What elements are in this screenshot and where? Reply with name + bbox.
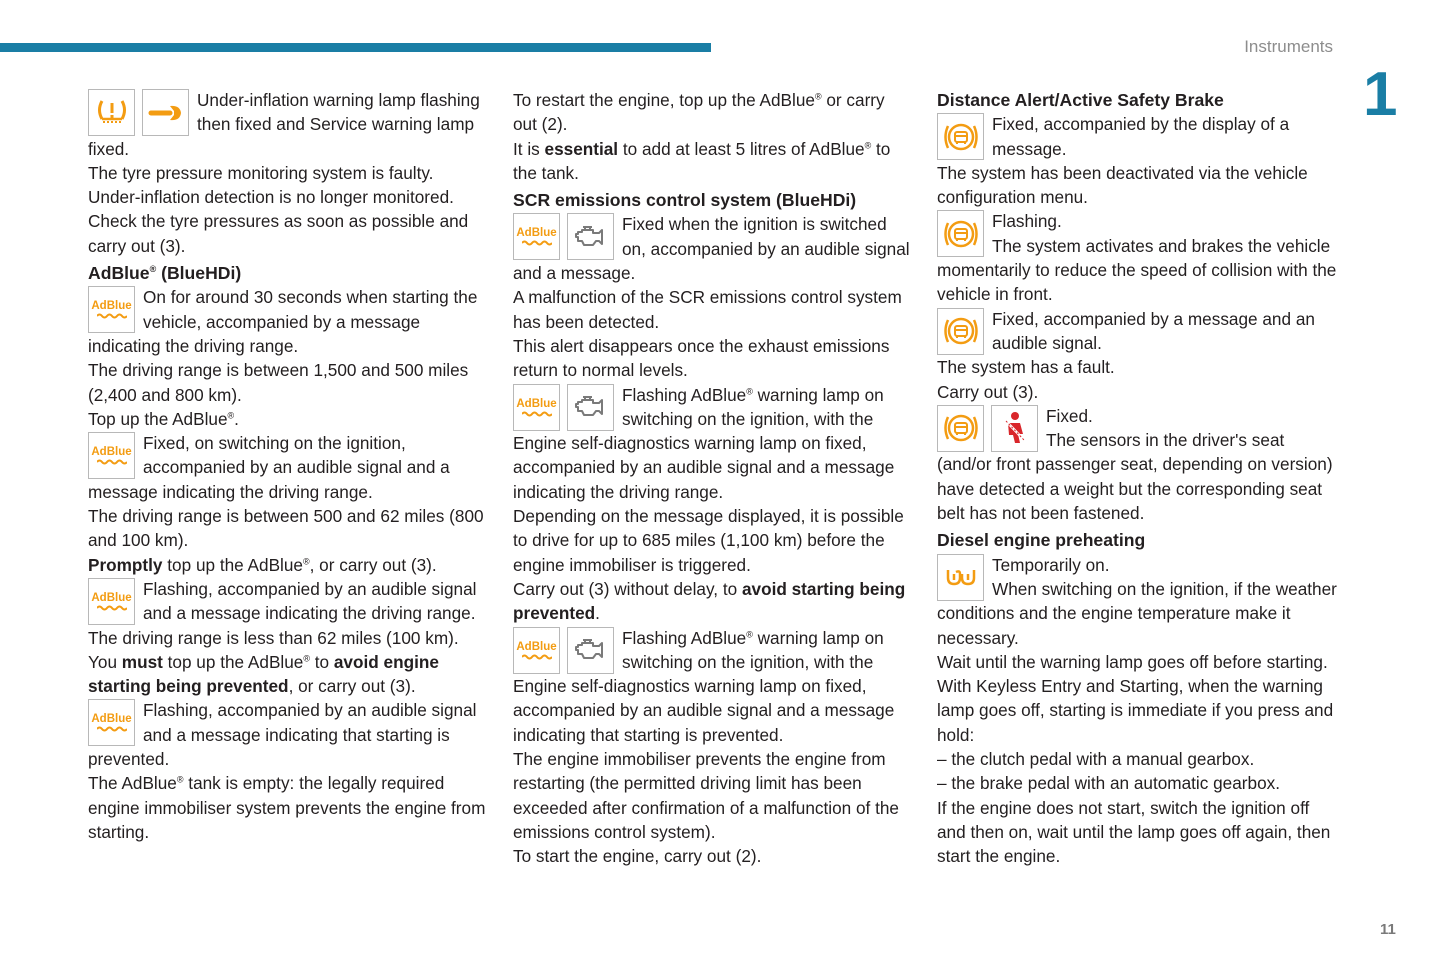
icon-group <box>513 627 614 674</box>
paragraph: Temporarily on. <box>992 554 1110 575</box>
active-safety-brake-icon <box>937 405 984 452</box>
preheating-coil-icon <box>937 554 984 601</box>
heading-distance-alert: Distance Alert/Active Safety Brake <box>937 90 1224 110</box>
section-title: Instruments <box>1244 37 1333 56</box>
paragraph: The driving range is between 1,500 and 500 miles (2,400 and 800 km). <box>88 360 469 405</box>
heading-diesel-preheating: Diesel engine preheating <box>937 530 1146 551</box>
paragraph: Flashing, accompanied by an audible signal and a message indicating the driving range. <box>143 578 477 624</box>
paragraph: If the engine does not start, switch the ignition off and then on, wait until the lamp goes off again, then start the engine. <box>937 797 1331 867</box>
paragraph: Promptly top up the AdBlue®, or carry out (3). <box>88 554 437 575</box>
paragraph: To restart the engine, top up the AdBlue® or carry out (2). <box>513 90 885 135</box>
adblue-icon: AdBlue <box>513 213 560 260</box>
paragraph: Fixed, on switching on the ignition, accompanied by an audible signal and a message indicating the driving range. <box>88 433 450 502</box>
paragraph: Check the tyre pressures as soon as possible and carry out (3). <box>88 211 469 256</box>
seat-belt-icon <box>991 405 1038 452</box>
adblue-icon: AdBlue <box>88 432 135 479</box>
header-accent-bar <box>0 43 711 52</box>
paragraph: When switching on the ignition, if the weather conditions and the engine temperature make it necessary. <box>937 578 1337 648</box>
paragraph: The system activates and brakes the vehicle momentarily to reduce the speed of collision with the vehicle in front. <box>937 235 1337 305</box>
paragraph: Wait until the warning lamp goes off before starting. <box>937 651 1328 672</box>
paragraph: Flashing AdBlue® warning lamp on switching on the ignition, with the Engine self-diagnostics warning lamp on fixed, accompanied by an audible signal and a message indicating the driving range. <box>513 384 895 502</box>
paragraph: Fixed, accompanied by a message and an audible signal. <box>992 308 1315 353</box>
active-safety-brake-icon <box>937 113 984 160</box>
chapter-number: 1 <box>1363 60 1398 129</box>
paragraph: Fixed, accompanied by the display of a message. <box>992 114 1290 159</box>
active-safety-brake-icon <box>937 308 984 355</box>
adblue-icon: AdBlue <box>513 384 560 431</box>
column-2 <box>513 88 913 869</box>
icon-group <box>937 308 984 355</box>
adblue-icon: AdBlue <box>513 627 560 674</box>
icon-group <box>937 210 984 257</box>
icon-group <box>937 405 1038 452</box>
icon-group <box>937 113 984 160</box>
icon-group <box>937 554 984 601</box>
paragraph: Flashing, accompanied by an audible signal and a message indicating that starting is prevented. <box>88 700 477 770</box>
paragraph: The AdBlue® tank is empty: the legally required engine immobiliser system prevents the engine from starting. <box>88 773 486 842</box>
paragraph: The driving range is less than 62 miles (100 km). <box>88 627 459 648</box>
paragraph: Fixed. <box>1046 405 1093 426</box>
paragraph: Under-inflation warning lamp flashing then fixed and Service warning lamp fixed. <box>88 90 480 159</box>
paragraph: The system has a fault. <box>937 357 1115 378</box>
paragraph: Under-inflation detection is no longer monitored. <box>88 187 454 208</box>
icon-group <box>88 286 135 333</box>
paragraph: Flashing AdBlue® warning lamp on switching on the ignition, with the Engine self-diagnostics warning lamp on fixed, accompanied by an audible signal and a message indicating that starting is prevented. <box>513 627 895 745</box>
icon-group <box>88 578 135 625</box>
paragraph: The sensors in the driver's seat (and/or front passenger seat, depending on version) have detected a weight but the corresponding seat belt has not been fastened. <box>937 430 1333 524</box>
paragraph: It is essential to add at least 5 litres of AdBlue® to the tank. <box>513 138 891 183</box>
heading-scr: SCR emissions control system (BlueHDi) <box>513 190 857 211</box>
icon-group <box>88 89 189 136</box>
paragraph: Fixed when the ignition is switched on, accompanied by an audible signal and a message. <box>513 214 910 284</box>
paragraph: Flashing. <box>992 211 1062 232</box>
paragraph: The tyre pressure monitoring system is faulty. <box>88 162 434 183</box>
icon-group <box>88 432 135 479</box>
paragraph: Carry out (3). <box>937 381 1039 402</box>
paragraph: The system has been deactivated via the vehicle configuration menu. <box>937 162 1308 208</box>
adblue-icon: AdBlue <box>88 286 135 333</box>
list-item: – the clutch pedal with a manual gearbox. <box>937 749 1255 770</box>
active-safety-brake-icon <box>937 210 984 257</box>
paragraph: Carry out (3) without delay, to avoid starting being prevented. <box>513 578 906 624</box>
paragraph: Depending on the message displayed, it is possible to drive for up to 685 miles (1,100 km) before the engine immobiliser is triggered. <box>513 506 904 575</box>
paragraph: You must top up the AdBlue® to avoid engine starting being prevented, or carry out (3). <box>88 651 439 697</box>
paragraph: On for around 30 seconds when starting the vehicle, accompanied by a message indicating the driving range. <box>88 287 478 356</box>
paragraph: The driving range is between 500 and 62 miles (800 and 100 km). <box>88 506 484 551</box>
heading-adblue: AdBlue® (BlueHDi) <box>88 263 242 284</box>
paragraph: A malfunction of the SCR emissions control system has been detected. <box>513 287 902 332</box>
icon-group <box>513 384 614 431</box>
icon-group <box>513 213 614 260</box>
engine-diagnostics-icon <box>567 384 614 431</box>
adblue-icon: AdBlue <box>88 699 135 746</box>
engine-diagnostics-icon <box>567 627 614 674</box>
paragraph: This alert disappears once the exhaust emissions return to normal levels. <box>513 335 890 381</box>
column-1 <box>88 88 488 844</box>
service-wrench-icon <box>142 89 189 136</box>
engine-diagnostics-icon <box>567 213 614 260</box>
icon-group <box>88 699 135 746</box>
page-number: 11 <box>1380 921 1396 938</box>
column-3 <box>937 88 1337 869</box>
paragraph: The engine immobiliser prevents the engine from restarting (the permitted driving limit has been exceeded after confirmation of a malfunction of the emissions control system). <box>513 749 899 842</box>
paragraph: With Keyless Entry and Starting, when the warning lamp goes off, starting is immediate if you press and hold: <box>937 676 1334 745</box>
list-item: – the brake pedal with an automatic gearbox. <box>937 773 1281 794</box>
adblue-icon: AdBlue <box>88 578 135 625</box>
tyre-pressure-warning-icon <box>88 89 135 136</box>
paragraph: Top up the AdBlue®. <box>88 408 239 429</box>
paragraph: To start the engine, carry out (2). <box>513 846 762 867</box>
